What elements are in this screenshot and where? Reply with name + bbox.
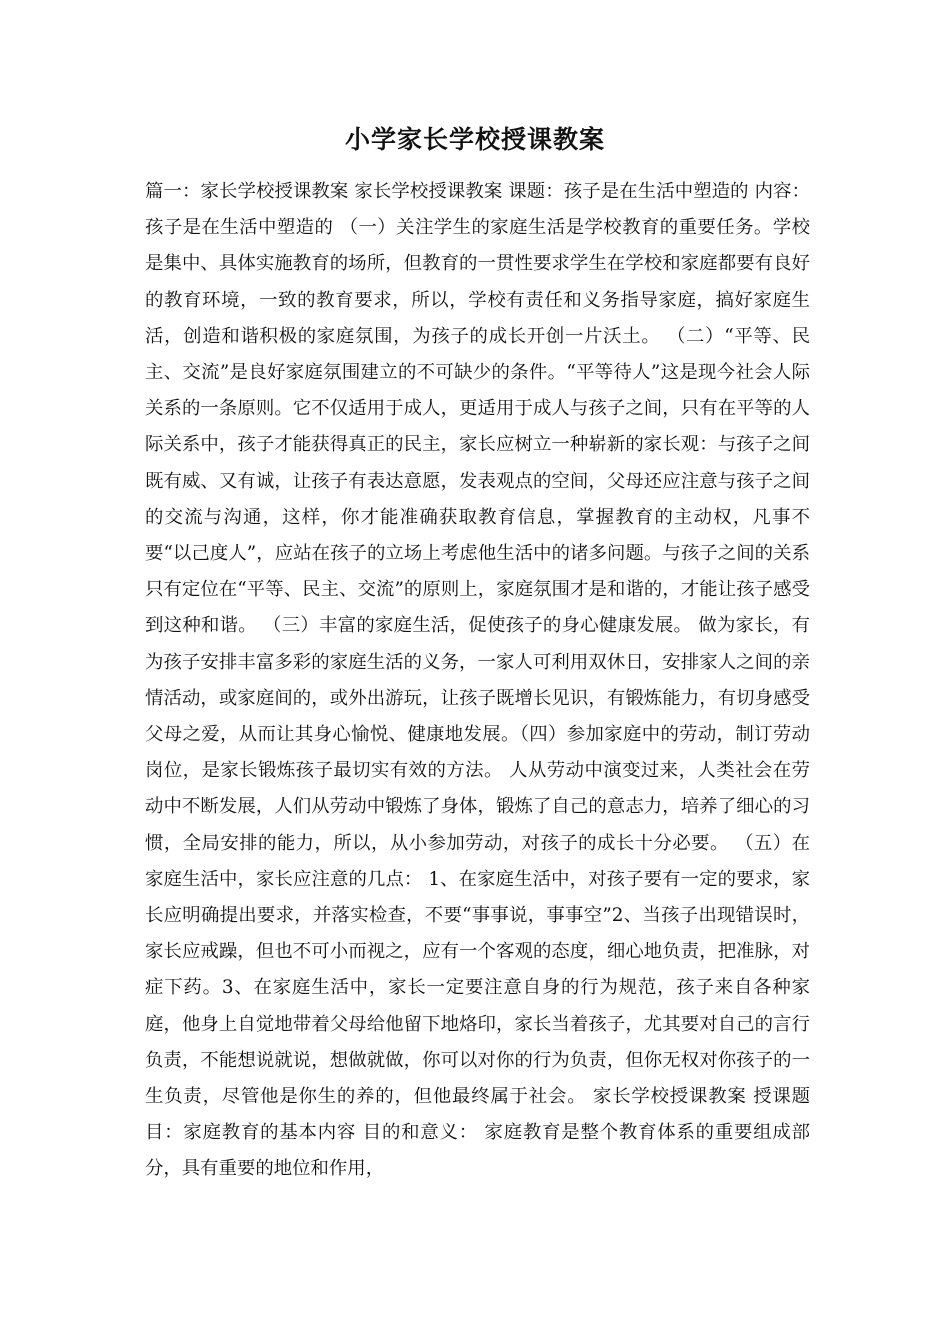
document-title: 小学家长学校授课教案 xyxy=(344,125,605,154)
document-body: 篇一：家长学校授课教案 家长学校授课教案 课题：孩子是在生活中塑造的 内容：孩子是在生活中塑造的 （一）关注学生的家庭生活是学校教育的重要任务。学校是集中、具体实施教育的场所，但教育的一贯性要求学生在学校和家庭都要有良好的教育环境，一致的教育要求，所以，学校有责任和义务指导家庭，搞好家庭生活，创造和谐积极的家庭氛围，为孩子的成长开创一片沃土。 （二）“平等、民主、交流”是良好家庭氛围建立的不可缺少的条件。“平等待人”这是现今社会人际关系的一条原则。它不仅适用于成人，更适用于成人与孩子之间，只有在平等的人际关系中，孩子才能获得真正的民主，家长应树立一种崭新的家长观：与孩子之间既有威、又有诚，让孩子有表达意愿，发表观点的空间，父母还应注意与孩子之间的交流与沟通，这样，你才能准确获取教育信息，掌握教育的主动权，凡事不要“以己度人”，应站在孩子的立场上考虑他生活中的诸多问题。与孩子之间的关系只有定位在“平等、民主、交流”的原则上，家庭氛围才是和谐的，才能让孩子感受到这种和谐。 （三）丰富的家庭生活，促使孩子的身心健康发展。 做为家长，有为孩子安排丰富多彩的家庭生活的义务，一家人可利用双休日，安排家人之间的亲情活动，或家庭间的，或外出游玩，让孩子既增长见识，有锻炼能力，有切身感受父母之爱，从而让其身心愉悦、健康地发展。（四）参加家庭中的劳动，制订劳动岗位，是家长锻炼孩子最切实有效的方法。 人从劳动中演变过来，人类社会在劳动中不断发展，人们从劳动中锻炼了身体，锻炼了自己的意志力，培养了细心的习惯，全局安排的能力，所以，从小参加劳动，对孩子的成长十分必要。 （五）在家庭生活中，家长应注意的几点： 1、在家庭生活中，对孩子要有一定的要求，家长应明确提出要求，并落实检查，不要“事事说，事事空”2、当孩子出现错误时，家长应戒躁，但也不可小而视之，应有一个客观的态度，细心地负责，把准脉，对症下药。3、在家庭生活中，家长一定要注意自身的行为规范，孩子来自各种家庭，他身上自觉地带着父母给他留下地烙印，家长当着孩子，尤其要对自己的言行负责，不能想说就说，想做就做，你可以对你的行为负责，但你无权对你孩子的一生负责，尽管他是你生的养的，但他最终属于社会。 家长学校授课教案 授课题目：家庭教育的基本内容 目的和意义： 家庭教育是整个教育体系的重要组成部分，具有重要的地位和作用， xyxy=(145,181,810,1180)
